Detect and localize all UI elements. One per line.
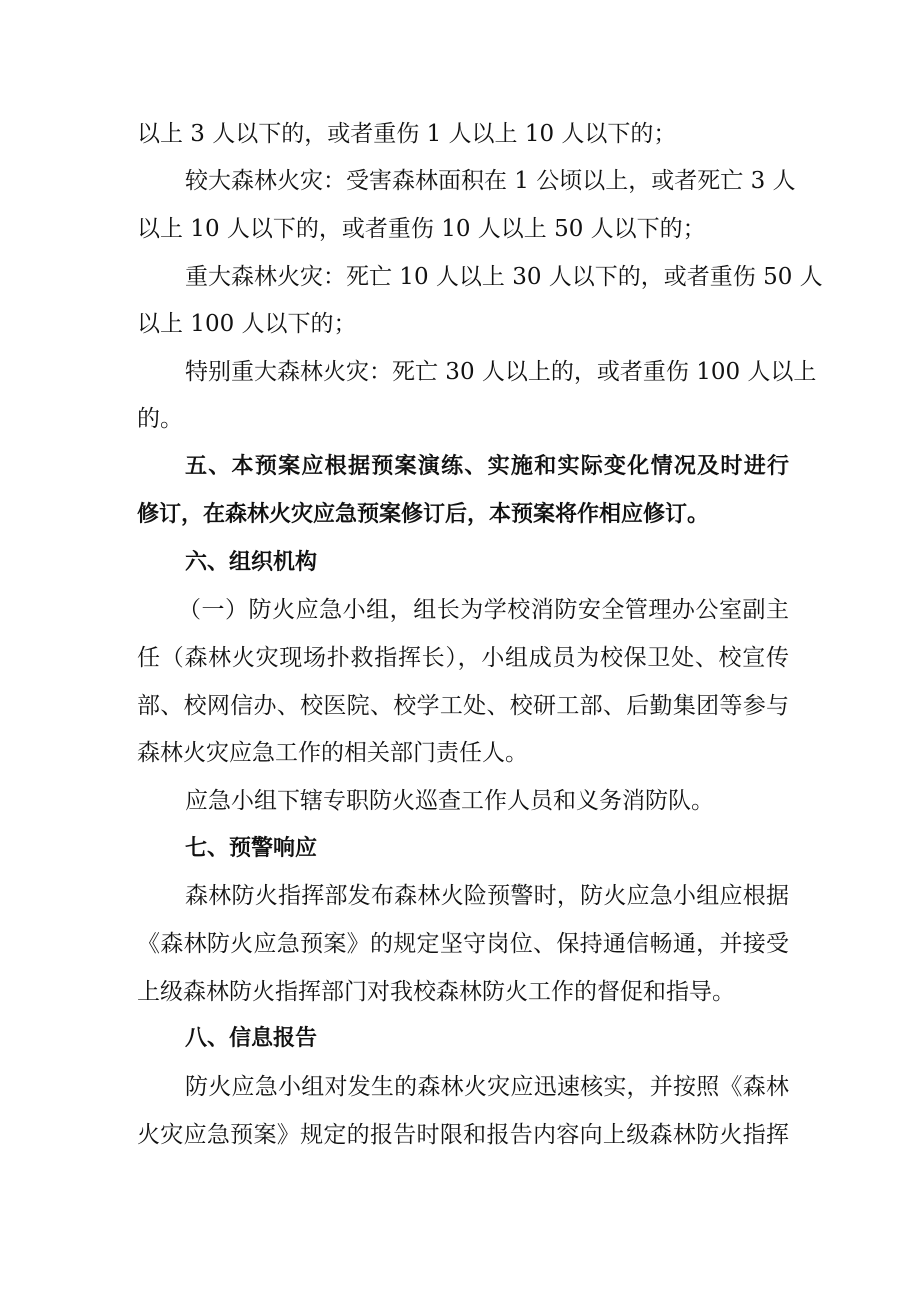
- text-line: 以上 10 人以下的，或者重伤 10 人以上 50 人以下的；: [137, 216, 706, 242]
- text-line: 火灾应急预案》规定的报告时限和报告内容向上级森林防火指挥: [137, 1122, 789, 1148]
- text-line: 重大森林火灾：死亡 10 人以上 30 人以下的，或者重伤 50 人: [185, 264, 823, 290]
- text-line: 森林防火指挥部发布森林火险预警时，防火应急小组应根据: [185, 883, 789, 909]
- text-line: 以上 100 人以下的；: [137, 311, 357, 337]
- text-line: 任（森林火灾现场扑救指挥长），小组成员为校保卫处、校宣传: [137, 645, 789, 671]
- text-line: 部、校网信办、校医院、校学工处、校研工部、后勤集团等参与: [137, 693, 789, 719]
- text-line: （一）防火应急小组，组长为学校消防安全管理办公室副主: [178, 597, 789, 623]
- text-line: 特别重大森林火灾：死亡 30 人以上的，或者重伤 100 人以上: [185, 359, 817, 385]
- text-line: 的。: [137, 406, 183, 432]
- text-line: 森林火灾应急工作的相关部门责任人。: [137, 740, 528, 766]
- text-line: 较大森林火灾：受害森林面积在 1 公顷以上，或者死亡 3 人: [185, 168, 796, 194]
- section-heading-line: 修订，在森林火灾应急预案修订后，本预案将作相应修订。: [137, 502, 710, 527]
- section-heading-line: 五、本预案应根据预案演练、实施和实际变化情况及时进行: [185, 454, 789, 479]
- section-heading: 八、信息报告: [185, 1026, 318, 1051]
- text-line: 上级森林防火指挥部门对我校森林防火工作的督促和指导。: [137, 979, 735, 1005]
- section-heading: 七、预警响应: [185, 836, 318, 861]
- text-line: 应急小组下辖专职防火巡查工作人员和义务消防队。: [185, 788, 714, 814]
- text-line: 《森林防火应急预案》的规定坚守岗位、保持通信畅通，并接受: [137, 931, 789, 957]
- text-line: 以上 3 人以下的，或者重伤 1 人以上 10 人以下的；: [137, 121, 677, 147]
- text-line: 防火应急小组对发生的森林火灾应迅速核实，并按照《森林: [185, 1074, 789, 1100]
- section-heading: 六、组织机构: [185, 550, 318, 575]
